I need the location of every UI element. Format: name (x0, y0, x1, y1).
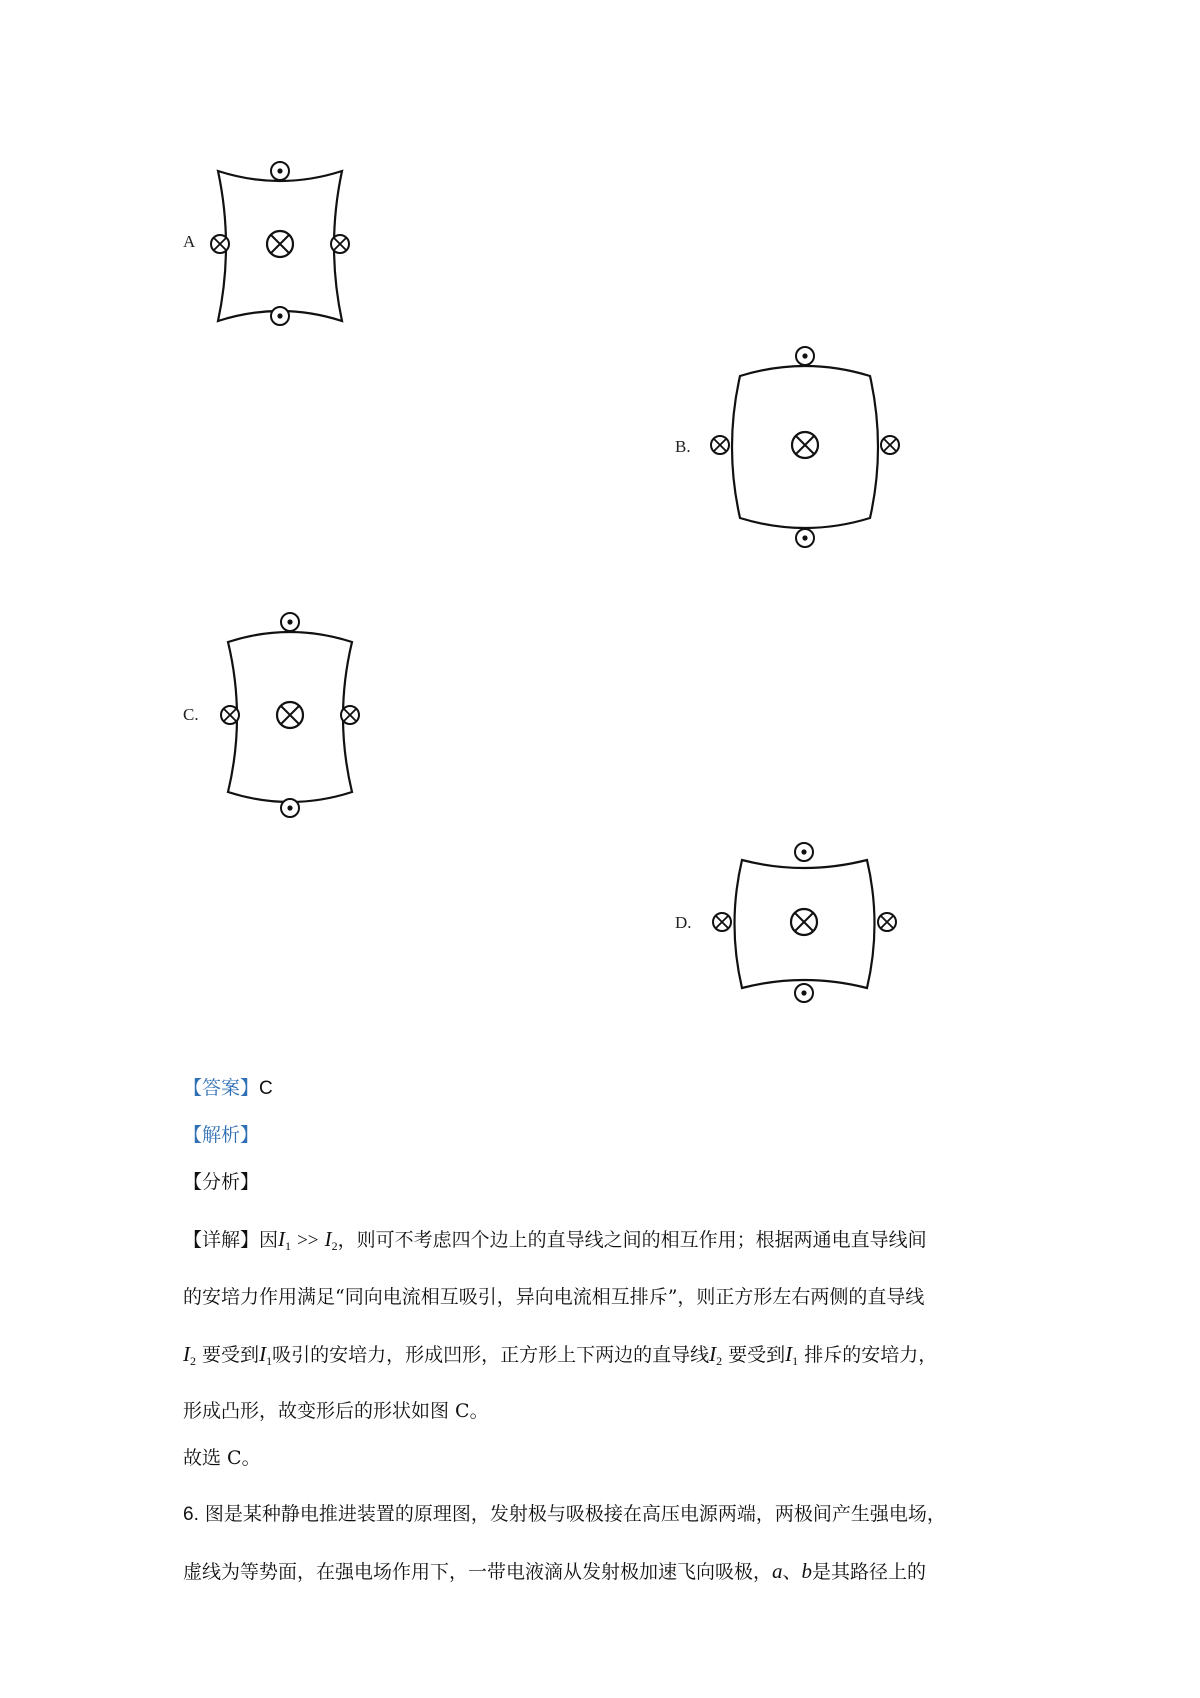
current-into-page-icon (331, 235, 349, 253)
current-into-page-icon (711, 436, 729, 454)
question-text: 虚线为等势面，在强电场作用下，一带电液滴从发射极加速飞向吸极， (183, 1561, 773, 1583)
option-b-label: B. (675, 437, 691, 456)
current-symbol: $I_1$ (259, 1342, 273, 1368)
option-a-figure (200, 155, 360, 330)
current-out-of-page-icon (796, 529, 814, 547)
much-greater-operator: >> (297, 1230, 319, 1251)
option-d-figure (712, 838, 897, 1013)
detail-line-2: 的安培力作用满足“同向电流相互吸引，异向电流相互排斥”，则正方形左右两侧的直导线 (183, 1286, 925, 1308)
current-into-page-icon (211, 235, 229, 253)
fenxi-tag: 【分析】 (183, 1171, 260, 1193)
current-into-page-icon (878, 913, 896, 931)
current-into-page-icon (341, 706, 359, 724)
current-out-of-page-icon (271, 162, 289, 180)
detail-text: 要受到 (202, 1344, 260, 1366)
answer-line (183, 1077, 273, 1100)
current-symbol: $I_2$ (709, 1342, 723, 1368)
detail-text: 因 (259, 1229, 279, 1251)
question-text: 是其路径上的 (812, 1561, 927, 1583)
detail-text: 要受到 (728, 1344, 786, 1366)
detail-line-3 (183, 1343, 937, 1372)
current-into-page-icon (713, 913, 731, 931)
conclusion: 故选 C。 (183, 1447, 261, 1469)
answer-tag: 【答案】 (183, 1077, 260, 1099)
current-into-page-icon (791, 909, 817, 935)
option-b-figure (710, 342, 900, 557)
current-out-of-page-icon (796, 347, 814, 365)
answer-value: C (259, 1078, 273, 1099)
point-a-symbol: a (772, 1559, 783, 1583)
current-symbol: $I_1$ (785, 1342, 799, 1368)
analysis-tag: 【解析】 (183, 1124, 260, 1146)
detail-line-1 (183, 1228, 927, 1257)
current-into-page-icon (221, 706, 239, 724)
current-into-page-icon (792, 432, 818, 458)
question-text: 图是某种静电推进装置的原理图，发射极与吸极接在高压电源两端，两极间产生强电场， (204, 1503, 946, 1525)
current-into-page-icon (277, 702, 303, 728)
detail-text: ，则可不考虑四个边上的直导线之间的相互作用；根据两通电直导线间 (337, 1229, 927, 1251)
detail-tag: 【详解】 (183, 1229, 260, 1251)
point-b-symbol: b (801, 1559, 813, 1583)
option-c-figure (210, 608, 370, 818)
question-6-line-1 (183, 1503, 946, 1526)
current-into-page-icon (881, 436, 899, 454)
current-out-of-page-icon (281, 613, 299, 631)
current-into-page-icon (267, 231, 293, 257)
option-c-label: C. (183, 705, 199, 724)
option-a-label: A (183, 232, 196, 251)
question-number: 6. (183, 1504, 199, 1525)
current-out-of-page-icon (271, 307, 289, 325)
option-d-label: D. (675, 913, 692, 932)
current-out-of-page-icon (795, 843, 813, 861)
current-symbol: $I_2$ (183, 1342, 196, 1368)
question-6-line-2 (183, 1560, 926, 1583)
current-symbol: $I_1$ (278, 1227, 292, 1253)
detail-line-4: 形成凸形，故变形后的形状如图 C。 (183, 1400, 489, 1422)
detail-text: 排斥的安培力， (804, 1344, 938, 1366)
current-out-of-page-icon (281, 799, 299, 817)
current-symbol: $I_2$ (324, 1227, 338, 1253)
current-out-of-page-icon (795, 984, 813, 1002)
separator: 、 (782, 1561, 802, 1583)
detail-text: 吸引的安培力，形成凹形，正方形上下两边的直导线 (272, 1344, 710, 1366)
